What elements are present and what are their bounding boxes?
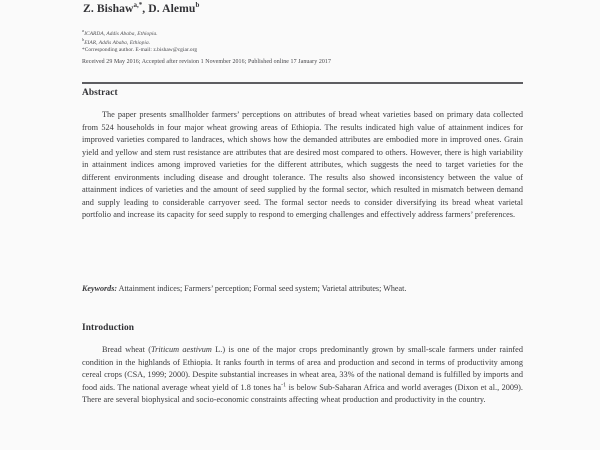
affiliation-a <box>82 28 523 37</box>
intro-text-part1: Bread wheat ( <box>102 345 151 354</box>
intro-text-part2: L.) is one of the major crops predominantly grown by small-scale farmers under rainfed condition in the highlands of Ethiopia. It ranks fourth in terms of area and production and second in terms of productivity among cereal crops (CSA, 1999; 2000). Despite substantial increases in wheat area, 33% of the national demand is fulfilled by imports and food aids. The national average wheat yield of 1.8 tones ha <box>82 345 523 392</box>
abstract-heading: Abstract <box>82 88 118 98</box>
affiliations-block <box>82 28 523 53</box>
corresponding-author-note: *Corresponding author. E-mail: z.bishaw@cgiar.org <box>82 46 198 53</box>
keywords-line <box>82 283 523 295</box>
abstract-body: The paper presents smallholder farmers’ perceptions on attributes of bread wheat varieties based on primary data collected from 524 households in four major wheat growing areas of Ethiopia. The results indicated high value of attainment indices for improved varieties compared to landraces, which shows how the demanded attributes are embodied more in improved ones. Grain yield and yellow and stem rust resistance are attributes that are desired most compared to others. However, there is high variability in attainment indices among improved varieties for the different attributes, which suggests the need to target varieties for the different environments including disease and drought tolerance. The results also showed inconsistency between the value of attainment indices of varieties and the amount of seed supplied by the formal sector, which resulted in mismatch between demand and supply leading to considerable carryover seed. The formal sector needs to consider diversifying its bread wheat varietal portfolio and increase its capacity for seed supply to respond to emerging challenges and effectively address farmers’ preferences. <box>82 110 523 220</box>
affiliation-b <box>82 37 523 46</box>
author-names-secondary: , D. Alemu <box>142 1 196 15</box>
article-history: Received 29 May 2016; Accepted after revision 1 November 2016; Published online 17 January 2017 <box>82 59 331 65</box>
author-affiliation-marker-b: b <box>195 1 200 9</box>
introduction-heading: Introduction <box>82 323 135 333</box>
introduction-body <box>82 344 523 407</box>
author-names-primary: Z. Bishaw <box>83 1 134 15</box>
yield-unit-superscript: -1 <box>281 381 287 388</box>
author-line <box>82 1 524 15</box>
keywords-value: Attainment indices; Farmers’ perception; Formal seed system; Varietal attributes; Wheat. <box>118 284 407 293</box>
affiliation-b-marker: b <box>82 37 85 43</box>
author-affiliation-marker-a: a,* <box>133 1 143 9</box>
affiliation-a-text: ICARDA, Addis Ababa, Ethiopia. <box>84 30 158 37</box>
keywords-label: Keywords: <box>82 284 118 293</box>
intro-text-part3: is below Sub-Saharan Africa and world averages (Dixon et al., 2009). There are several biophysical and socio-economic constraints affecting wheat production and productivity in the country. <box>82 382 523 405</box>
species-name-italic: Triticum aestivum <box>151 345 212 354</box>
abstract-divider-rule <box>82 82 523 84</box>
affiliation-a-marker: a <box>82 28 85 33</box>
affiliation-b-text: EIAR, Addis Ababa, Ethiopia. <box>84 40 151 47</box>
